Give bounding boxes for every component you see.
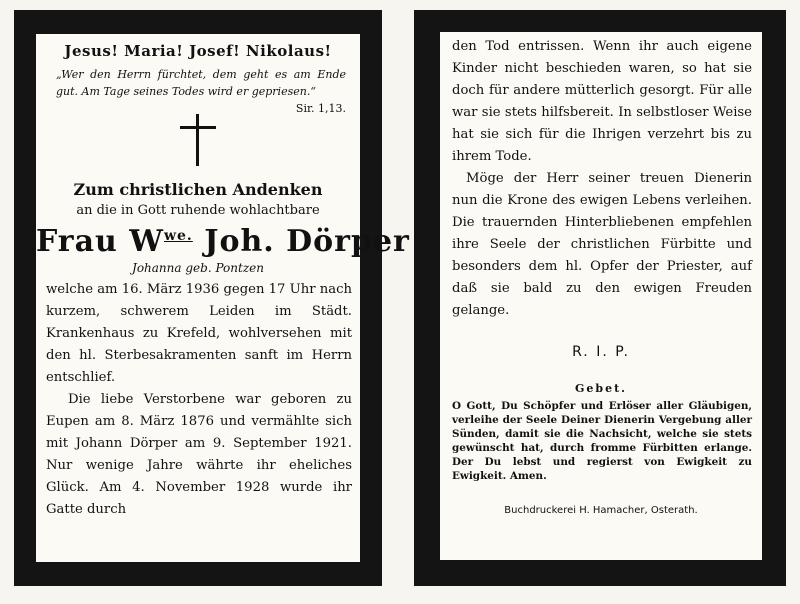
deceased-name: Frau $W^{we.}$ Joh. Dörper (36, 224, 410, 259)
rip-text: R. I. P. (572, 344, 630, 360)
prayer-title: Gebet. (575, 382, 627, 395)
prayer-text: O Gott, Du Schöpfer und Erlöser aller Gläubigen, verleihe der Seele Deiner Dienerin Vergebung aller Sünden, damit sie die Nachsicht, welche sie stets gewünscht hat, durch fromme Fürbitten erlange. Der Du lebst und regierst von Ewigkeit zu Ewigkeit. Amen. (452, 400, 752, 482)
bible-quote (36, 60, 360, 115)
memorial-heading: Zum christlichen Andenken (73, 180, 323, 199)
right-body (440, 32, 762, 322)
right-card (414, 10, 786, 586)
left-body (36, 275, 360, 521)
quote-reference: Sir. 1,13. (295, 102, 346, 115)
left-card (14, 10, 410, 586)
left-card-page (36, 34, 410, 562)
blessing-paragraph: Möge der Herr seiner treuen Dienerin nun die Krone des ewigen Lebens verleihen. Die trauernden Hinterbliebenen empfehlen ihre Seele der christlichen Fürbitte und besonders dem hl. Opfer der Priester, auf daß sie bald zu den ewigen Freuden gelange. (452, 171, 752, 318)
quote-text: „Wer den Herrn fürchtet, dem geht es am Ende gut. Am Tage seines Todes wird er gepriesen.“ (56, 68, 346, 98)
motto: Jesus! Maria! Josef! Nikolaus! (64, 42, 332, 60)
life-paragraph: Die liebe Verstorbene war geboren zu Eupen am 8. März 1876 und vermählte sich mit Johann Dörper am 9. September 1921. Nur wenige Jahre währte ihr eheliches Glück. Am 4. November 1928 wurde ihr Gatte durch (46, 392, 352, 517)
continuation-paragraph: den Tod entrissen. Wenn ihr auch eigene Kinder nicht beschieden waren, so hat sie doch für andere mütterlich gesorgt. Für alle war sie stets hilfsbereit. In selbstloser Weise hat sie sich für die Ihrigen verzehrt bis zu ihrem Tode. (452, 39, 752, 164)
cross-icon (178, 114, 218, 166)
intro-line: an die in Gott ruhende wohlachtbare (76, 203, 320, 218)
right-card-page (440, 32, 762, 560)
printer-credit: Buchdruckerei H. Hamacher, Osterath. (504, 505, 698, 516)
birth-name: Johanna geb. Pontzen (132, 261, 264, 275)
death-paragraph: welche am 16. März 1936 gegen 17 Uhr nach kurzem, schwerem Leiden im Städt. Krankenhaus zu Krefeld, wohlversehen mit den hl. Sterbesakramenten sanft im Herrn entschlief. (46, 282, 352, 385)
